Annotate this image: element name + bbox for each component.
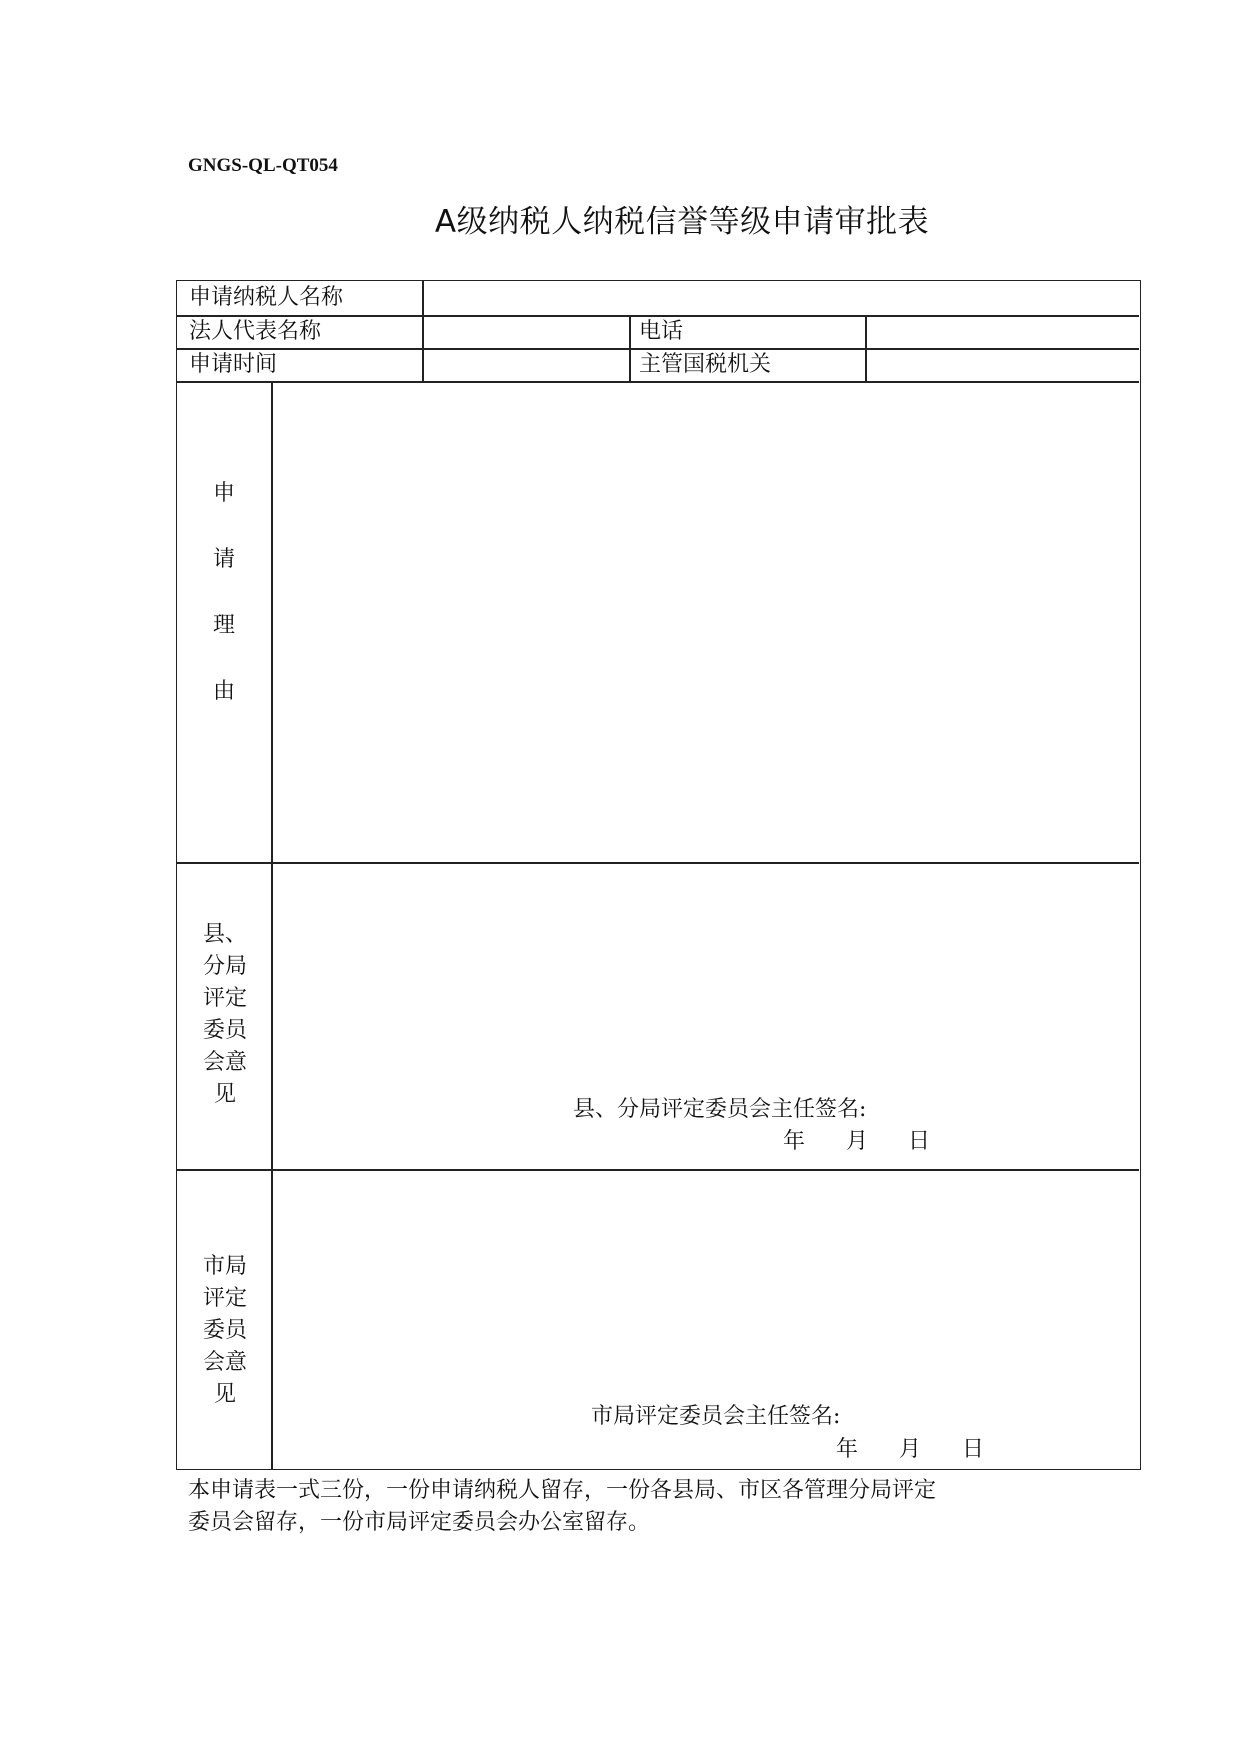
county-opinion-content[interactable] xyxy=(275,866,1135,1066)
county-signature-label: 县、分局评定委员会主任签名: xyxy=(573,1097,867,1122)
footnote-line: 本申请表一式三份，一份申请纳税人留存，一份各县局、市区各管理分局评定 xyxy=(188,1478,937,1503)
tax-authority-label: 主管国税机关 xyxy=(639,352,772,377)
city-label-line: 委员 xyxy=(202,1318,247,1343)
county-label-line: 评定 xyxy=(202,986,247,1011)
reason-char: 理 xyxy=(212,613,235,638)
reason-content-area[interactable] xyxy=(275,385,1135,859)
phone-label: 电话 xyxy=(639,319,684,344)
reason-char: 由 xyxy=(212,679,235,704)
city-label-line: 市局 xyxy=(202,1254,247,1279)
city-date-day: 日 xyxy=(962,1437,985,1462)
county-label-line: 分局 xyxy=(202,954,247,979)
applicant-name-label: 申请纳税人名称 xyxy=(189,285,344,310)
reason-char: 申 xyxy=(212,481,235,506)
county-date-month: 月 xyxy=(846,1129,869,1154)
form-code: GNGS-QL-QT054 xyxy=(188,155,338,176)
county-label-line: 县、 xyxy=(202,922,247,947)
reason-label xyxy=(177,461,271,725)
county-opinion-label xyxy=(177,919,273,1111)
application-date-field[interactable] xyxy=(427,351,625,379)
county-label-line: 见 xyxy=(213,1082,236,1107)
city-label-line: 见 xyxy=(213,1382,236,1407)
footnote-line: 委员会留存，一份市局评定委员会办公室留存。 xyxy=(188,1510,651,1535)
county-date-day: 日 xyxy=(908,1129,931,1154)
legal-rep-label: 法人代表名称 xyxy=(189,319,322,344)
county-date-year: 年 xyxy=(783,1129,806,1154)
city-signature-label: 市局评定委员会主任签名: xyxy=(591,1404,841,1429)
approval-form-table xyxy=(176,280,1141,1470)
city-opinion-label xyxy=(177,1251,273,1411)
county-label-line: 会意 xyxy=(202,1050,247,1075)
page-title: A级纳税人纳税信誉等级申请审批表 xyxy=(434,204,930,240)
reason-char: 请 xyxy=(212,547,235,572)
tax-authority-field[interactable] xyxy=(870,351,1135,379)
city-label-line: 会意 xyxy=(202,1350,247,1375)
phone-field[interactable] xyxy=(870,318,1135,346)
legal-rep-field[interactable] xyxy=(427,318,625,346)
city-label-line: 评定 xyxy=(202,1286,247,1311)
city-date-year: 年 xyxy=(836,1437,859,1462)
applicant-name-field[interactable] xyxy=(427,284,1135,312)
county-label-line: 委员 xyxy=(202,1018,247,1043)
city-opinion-content[interactable] xyxy=(275,1173,1135,1373)
application-date-label: 申请时间 xyxy=(189,352,278,377)
footnote xyxy=(188,1475,1068,1539)
city-date-month: 月 xyxy=(899,1437,922,1462)
